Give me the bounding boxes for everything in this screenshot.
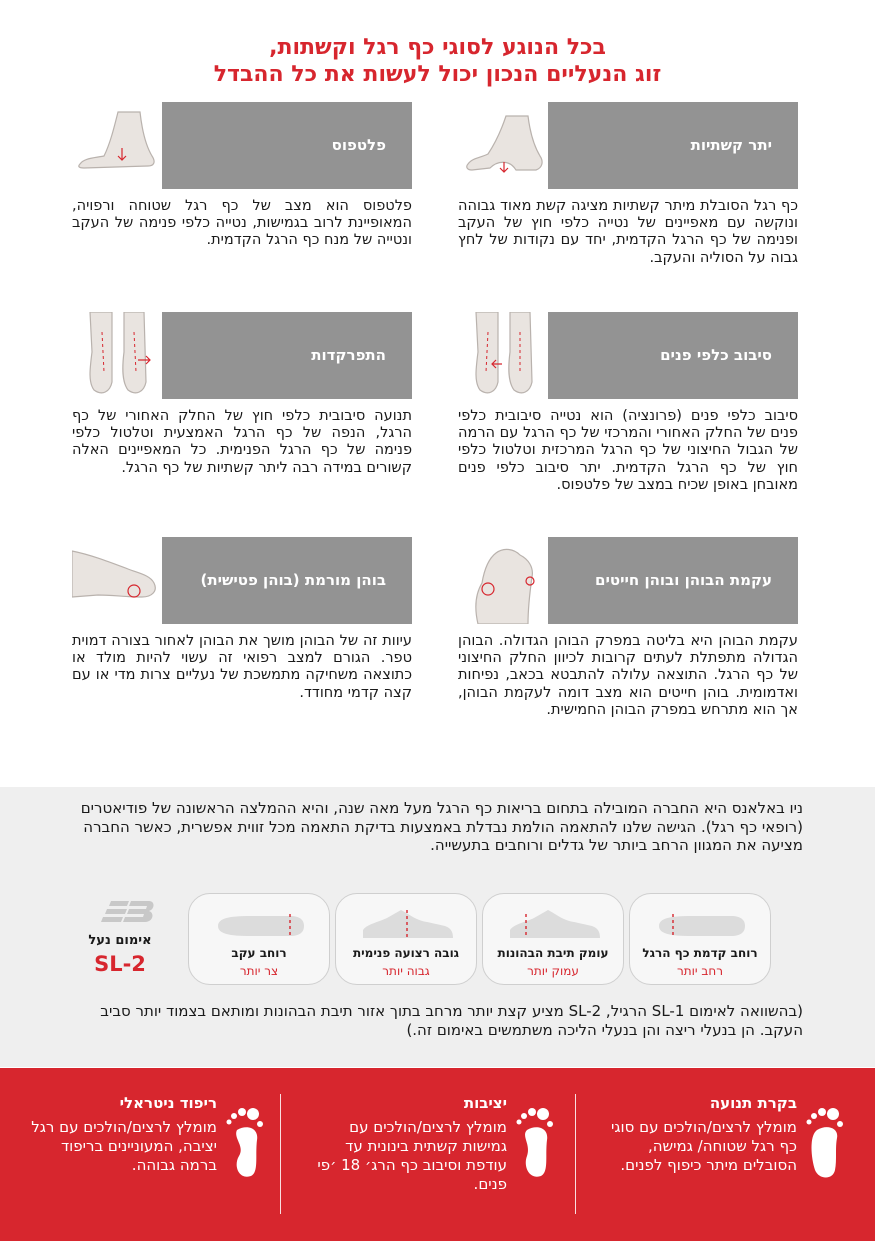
title-line-2: זוג הנעליים הנכון יכול לעשות את כל ההבדל [213,62,662,87]
condition-card-pronation [458,312,798,494]
flat-foot-icon [72,102,162,189]
fit-feature-label: גובה רצועה פנימית [352,946,460,960]
fit-feature-toebox [482,893,624,985]
high-arch-foot-icon [458,102,548,189]
category-divider [280,1094,281,1214]
fit-feature-value: גבוה יותר [382,964,430,978]
category-title: יציבות [463,1094,507,1112]
condition-header [458,537,798,624]
category-title: בקרת תנועה [709,1094,797,1112]
fit-features [189,893,771,985]
fit-feature-value: עמוק יותר [527,964,579,978]
condition-title: פלטפוס [331,136,386,154]
condition-text: כף רגל הסובלת מיתר קשתיות מציגה קשת מאוד גבוהה ונוקשה עם מאפיינים של נטייה כלפי חוץ של העקב ופנימה של כף הרגל הקדמית, יחד עם נקודות של לחץ גבוה על הסוליה והעקב. [458,198,798,266]
new-balance-logo [99,897,159,927]
condition-text: תנועה סיבובית כלפי חוץ של החלק האחורי של כף הרגל, הנפה של כף הרגל האמצעית וטלטול כלפי פנימה של כף הרגל הפנימית. כל המאפיינים האלה קשורים במידה רבה ליתר קשתיות של כף הרגל. [72,408,412,476]
footprint-neutral-icon [225,1100,265,1180]
fit-section [0,787,875,1067]
shoe-categories [0,1068,875,1241]
instep-height-icon [357,904,457,944]
condition-card-flat-foot [72,102,412,250]
condition-text: סיבוב כלפי פנים (פרונציה) הוא נטייה סיבובית כלפי פנים של החלק האחורי והמרכזי של כף הרגל עם הרמה של הגבול החיצוני של כף הרגל המרכזית וטלטול כלפי חוץ של כף הרגל הקדמית. יתר סיבוב כלפי פנים מאובחן באופן שכיח במצב של פלטפוס. [458,408,798,493]
forefoot-width-icon [651,904,751,944]
condition-title: יתר קשתיות [690,136,772,154]
fit-feature-value: רחב יותר [677,964,723,978]
condition-title: התפרקדות [311,346,386,364]
condition-header [72,312,412,399]
title-line-1: בכל הנוגע לסוגי כף רגל וקשתות, [269,35,606,60]
footprint-motion-control-icon [805,1100,845,1180]
condition-card-hammer-toe [72,537,412,702]
bunion-foot-icon [458,537,548,624]
fit-feature-label: רוחב עקב [231,946,287,960]
footprint-stability-icon [515,1100,555,1180]
condition-text: עקמת הבוהן היא בליטה במפרק הבוהן הגדולה. הבוהן הגדולה מתפתלת לעתים קרובות לכיוון החלק החיצוני של כף הרגל. התוצאה עלולה להתבטא בכאב, נפיחות ואדמומית. בוהן חייטים הוא מצב דומה לעקמת הבוהן, אך הוא מתרחש במפרק הבוהן החמישית. [458,633,798,718]
fit-feature-instep [335,893,477,985]
condition-card-high-arch [458,102,798,267]
condition-header [72,537,412,624]
category-title: ריפוד ניטראלי [119,1094,217,1112]
condition-header [72,102,412,189]
heel-width-icon [210,904,310,944]
condition-text: פלטפוס הוא מצב של כף רגל שטוחה ורפויה, המאופיינת לרוב בגמישות, נטייה כלפי פנימה של העקב ונטייה של מנח כף הרגל הקדמית. [72,198,412,249]
fit-feature-heel [188,893,330,985]
category-text: מומלץ לרצים/הולכים עם גמישות קשתית בינונית עד עודפת וסיבוב כף הרג׳ 18 ׳פי פנים. [317,1118,507,1193]
condition-header [458,102,798,189]
category-divider [575,1094,576,1214]
condition-card-bunion [458,537,798,719]
fit-feature-value: צר יותר [239,964,279,978]
condition-title: בוהן מורמת (בוהן פטישית) [200,571,386,589]
hammer-toe-foot-icon [72,537,162,624]
model-label: אימום נעל [88,933,152,948]
page-title [0,34,875,88]
category-text: מומלץ לרצים/הולכים עם סוגי כף רגל שטוחה/ גמישה, הסובלים מיתר כיפוף לפנים. [611,1118,797,1174]
condition-card-supination [72,312,412,477]
toebox-depth-icon [504,904,604,944]
condition-header [458,312,798,399]
comparison-note: (בהשוואה לאימום SL-1 הרגיל, SL-2 מציע קצת יותר מרחב בתוך אזור תיבת הבהונות ומותאם בצמוד יותר סביב העקב. הן בנעלי ריצה והן בנעלי הליכה משתמשים באימום זה.) [100,1002,803,1039]
overpronation-heels-icon [458,312,548,399]
model-name: SL-2 [94,952,146,976]
condition-title: עקמת הבוהן ובוהן חייטים [595,571,772,589]
supination-heels-icon [72,312,162,399]
fit-feature-label: רוחב קדמת כף הרגל [642,946,758,960]
intro-paragraph: ניו באלאנס היא החברה המובילה בתחום בריאות כף הרגל מעל מאה שנה, והיא ההמלצה הראשונה של פודיאטרים (רופאי כף רגל). הגישה שלנו להתאמה הולמת נבדלת באמצעות בדיקת התאמה מכל זווית אפשרית, כאשר החברה מציעה את המגוון הרחב ביותר של גדלים ורוחבים בתעשייה. [80,799,803,854]
condition-title: סיבוב כלפי פנים [660,346,772,364]
category-motion-control [605,1094,845,1214]
fit-feature-forefoot [629,893,771,985]
category-neutral [25,1094,265,1214]
fit-feature-label: עומק תיבת הבהונות [497,946,609,960]
category-text: מומלץ לרצים/הולכים עם רגל יציבה, המעוניינים בריפוד ברמה גבוהה. [31,1118,217,1174]
category-stability [315,1094,555,1214]
condition-text: עיוות זה של הבוהן מושך את הבוהן לאחור בצורה דמוית טפר. הגורם למצב רפואי זה עשוי להיות מולד או כתוצאה משחיקה מתמשכת של נעליים צרות מדי או עם קצה קדמי מחודד. [72,633,412,701]
